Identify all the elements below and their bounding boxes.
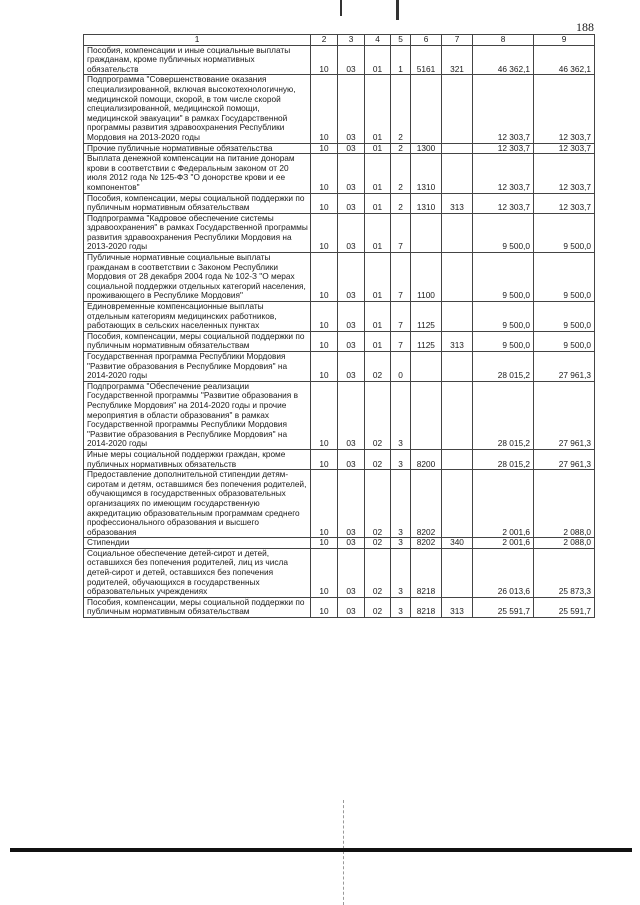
amount-col8-cell: 26 013,6 — [473, 548, 534, 597]
program-code-cell: 02 — [365, 597, 391, 617]
amount-col9-cell: 9 500,0 — [534, 302, 595, 332]
table-row — [84, 449, 595, 469]
row-name-cell: Пособия, компенсации, меры социальной поддержки по публичным нормативным обязательствам — [84, 193, 311, 213]
section-code-cell: 10 — [311, 193, 338, 213]
target-item-code-cell: 8200 — [411, 449, 442, 469]
amount-col8-cell: 28 015,2 — [473, 352, 534, 382]
subprogram-code-cell: 0 — [391, 352, 411, 382]
table-row — [84, 213, 595, 252]
section-code-cell: 10 — [311, 352, 338, 382]
program-code-cell: 01 — [365, 213, 391, 252]
section-code-cell: 10 — [311, 470, 338, 538]
row-name-cell: Прочие публичные нормативные обязательства — [84, 143, 311, 154]
section-code-cell: 10 — [311, 597, 338, 617]
subsection-code-cell: 03 — [338, 143, 365, 154]
amount-col8-cell: 9 500,0 — [473, 213, 534, 252]
amount-col9-cell: 27 961,3 — [534, 449, 595, 469]
subsection-code-cell: 03 — [338, 381, 365, 449]
amount-col8-cell: 12 303,7 — [473, 75, 534, 143]
subprogram-code-cell: 3 — [391, 470, 411, 538]
section-code-cell: 10 — [311, 143, 338, 154]
section-code-cell: 10 — [311, 213, 338, 252]
section-code-cell: 10 — [311, 381, 338, 449]
target-item-code-cell — [411, 75, 442, 143]
subsection-code-cell: 03 — [338, 352, 365, 382]
amount-col8-cell: 9 500,0 — [473, 253, 534, 302]
program-code-cell: 02 — [365, 352, 391, 382]
program-code-cell: 02 — [365, 381, 391, 449]
target-item-code-cell: 8218 — [411, 597, 442, 617]
column-header: 8 — [473, 35, 534, 46]
table-row — [84, 75, 595, 143]
row-name-cell: Стипендии — [84, 538, 311, 549]
program-code-cell: 01 — [365, 143, 391, 154]
subprogram-code-cell: 2 — [391, 75, 411, 143]
section-code-cell: 10 — [311, 331, 338, 351]
subprogram-code-cell: 2 — [391, 193, 411, 213]
subsection-code-cell: 03 — [338, 597, 365, 617]
table-row — [84, 193, 595, 213]
subprogram-code-cell: 7 — [391, 213, 411, 252]
subsection-code-cell: 03 — [338, 302, 365, 332]
row-name-cell: Подпрограмма "Кадровое обеспечение системы здравоохранения" в рамках Государственной программы развития здравоохранения Республики Мордовия на 2013-2020 годы — [84, 213, 311, 252]
row-name-cell: Публичные нормативные социальные выплаты гражданам в соответствии с Законом Республики Мордовия от 28 декабря 2004 года № 102-З "О мерах социальной поддержки отдельных категорий населения, проживающего в Республике Мордовия" — [84, 253, 311, 302]
expense-type-code-cell: 313 — [442, 193, 473, 213]
row-name-cell: Предоставление дополнительной стипендии детям-сиротам и детям, оставшимся без попечения родителей, обучающимся в государственных образовательных организациях по имеющим государственную аккредитацию образовательным программам среднего профессионального образования и высшего образования — [84, 470, 311, 538]
row-name-cell: Подпрограмма "Обеспечение реализации Государственной программы "Развитие образования в Республике Мордовия" на 2014-2020 годы и прочие мероприятия в области образования" в рамках Государственной программы Республики Мордовия "Развитие образования в Республике Мордовия" на 2014-2020 годы — [84, 381, 311, 449]
amount-col9-cell: 27 961,3 — [534, 352, 595, 382]
budget-table — [83, 34, 595, 618]
subsection-code-cell: 03 — [338, 213, 365, 252]
program-code-cell: 02 — [365, 548, 391, 597]
subsection-code-cell: 03 — [338, 331, 365, 351]
amount-col8-cell: 9 500,0 — [473, 302, 534, 332]
table-row — [84, 331, 595, 351]
expense-type-code-cell — [442, 381, 473, 449]
row-name-cell: Социальное обеспечение детей-сирот и детей, оставшихся без попечения родителей, лиц из числа детей-сирот и детей, оставшихся без попечения родителей, обучающихся в государственных образовательных учреждениях — [84, 548, 311, 597]
section-code-cell: 10 — [311, 253, 338, 302]
table-row — [84, 548, 595, 597]
subprogram-code-cell: 7 — [391, 253, 411, 302]
subsection-code-cell: 03 — [338, 253, 365, 302]
expense-type-code-cell: 313 — [442, 331, 473, 351]
program-code-cell: 01 — [365, 331, 391, 351]
table-row — [84, 253, 595, 302]
scan-mark-top — [340, 0, 342, 16]
fold-line — [343, 800, 345, 905]
section-code-cell: 10 — [311, 75, 338, 143]
scan-bottom-edge — [10, 848, 632, 852]
amount-col8-cell: 46 362,1 — [473, 45, 534, 75]
column-header: 3 — [338, 35, 365, 46]
program-code-cell: 01 — [365, 193, 391, 213]
amount-col9-cell: 25 591,7 — [534, 597, 595, 617]
amount-col8-cell: 2 001,6 — [473, 538, 534, 549]
expense-type-code-cell — [442, 449, 473, 469]
section-code-cell: 10 — [311, 154, 338, 193]
expense-type-code-cell — [442, 213, 473, 252]
expense-type-code-cell — [442, 154, 473, 193]
amount-col9-cell: 9 500,0 — [534, 253, 595, 302]
column-header: 5 — [391, 35, 411, 46]
target-item-code-cell — [411, 352, 442, 382]
target-item-code-cell: 1125 — [411, 331, 442, 351]
target-item-code-cell: 1100 — [411, 253, 442, 302]
column-header: 2 — [311, 35, 338, 46]
page-number: 188 — [576, 20, 594, 34]
amount-col9-cell: 27 961,3 — [534, 381, 595, 449]
target-item-code-cell: 1310 — [411, 193, 442, 213]
expense-type-code-cell — [442, 75, 473, 143]
program-code-cell: 01 — [365, 253, 391, 302]
column-header: 9 — [534, 35, 595, 46]
subsection-code-cell: 03 — [338, 538, 365, 549]
subsection-code-cell: 03 — [338, 548, 365, 597]
column-header: 4 — [365, 35, 391, 46]
table-body — [84, 45, 595, 617]
subprogram-code-cell: 3 — [391, 538, 411, 549]
expense-type-code-cell — [442, 253, 473, 302]
table-row — [84, 154, 595, 193]
subprogram-code-cell: 3 — [391, 548, 411, 597]
program-code-cell: 01 — [365, 154, 391, 193]
row-name-cell: Выплата денежной компенсации на питание донорам крови в соответствии с Федеральным законом от 20 июля 2012 года № 125-ФЗ "О донорстве крови и ее компонентов" — [84, 154, 311, 193]
column-header: 1 — [84, 35, 311, 46]
target-item-code-cell: 8202 — [411, 538, 442, 549]
row-name-cell: Подпрограмма "Совершенствование оказания специализированной, включая высокотехнологичную, медицинской помощи, скорой, в том числе скорой специализированной, медицинской помощи, медицинской эвакуации" в рамках Государственной программы развития здравоохранения Республики Мордовия на 2013-2020 годы — [84, 75, 311, 143]
amount-col8-cell: 12 303,7 — [473, 154, 534, 193]
scan-mark-top — [396, 0, 399, 20]
target-item-code-cell: 1310 — [411, 154, 442, 193]
target-item-code-cell: 8218 — [411, 548, 442, 597]
program-code-cell: 01 — [365, 45, 391, 75]
amount-col8-cell: 12 303,7 — [473, 193, 534, 213]
amount-col8-cell: 28 015,2 — [473, 449, 534, 469]
program-code-cell: 02 — [365, 538, 391, 549]
row-name-cell: Государственная программа Республики Мордовия "Развитие образования в Республике Мордовия" на 2014-2020 годы — [84, 352, 311, 382]
subsection-code-cell: 03 — [338, 470, 365, 538]
target-item-code-cell: 5161 — [411, 45, 442, 75]
section-code-cell: 10 — [311, 538, 338, 549]
target-item-code-cell: 1300 — [411, 143, 442, 154]
column-header: 7 — [442, 35, 473, 46]
subsection-code-cell: 03 — [338, 75, 365, 143]
table-row — [84, 45, 595, 75]
program-code-cell: 01 — [365, 75, 391, 143]
table-row — [84, 470, 595, 538]
expense-type-code-cell — [442, 302, 473, 332]
table-row — [84, 381, 595, 449]
row-name-cell: Пособия, компенсации и иные социальные выплаты гражданам, кроме публичных нормативных обязательств — [84, 45, 311, 75]
amount-col9-cell: 12 303,7 — [534, 75, 595, 143]
table-header-row — [84, 35, 595, 46]
section-code-cell: 10 — [311, 302, 338, 332]
amount-col9-cell: 12 303,7 — [534, 143, 595, 154]
subsection-code-cell: 03 — [338, 193, 365, 213]
table-row — [84, 352, 595, 382]
subsection-code-cell: 03 — [338, 449, 365, 469]
amount-col8-cell: 25 591,7 — [473, 597, 534, 617]
row-name-cell: Единовременные компенсационные выплаты отдельным категориям медицинских работников, работающих в сельских населенных пунктах — [84, 302, 311, 332]
program-code-cell: 01 — [365, 302, 391, 332]
expense-type-code-cell — [442, 143, 473, 154]
subsection-code-cell: 03 — [338, 154, 365, 193]
subprogram-code-cell: 3 — [391, 381, 411, 449]
amount-col9-cell: 12 303,7 — [534, 154, 595, 193]
expense-type-code-cell — [442, 470, 473, 538]
table-row — [84, 538, 595, 549]
amount-col8-cell: 28 015,2 — [473, 381, 534, 449]
target-item-code-cell — [411, 213, 442, 252]
target-item-code-cell — [411, 381, 442, 449]
amount-col9-cell: 2 088,0 — [534, 470, 595, 538]
subprogram-code-cell: 2 — [391, 154, 411, 193]
amount-col9-cell: 9 500,0 — [534, 213, 595, 252]
column-header: 6 — [411, 35, 442, 46]
amount-col8-cell: 9 500,0 — [473, 331, 534, 351]
program-code-cell: 02 — [365, 470, 391, 538]
table-row — [84, 302, 595, 332]
row-name-cell: Пособия, компенсации, меры социальной поддержки по публичным нормативным обязательствам — [84, 597, 311, 617]
amount-col9-cell: 2 088,0 — [534, 538, 595, 549]
subprogram-code-cell: 7 — [391, 302, 411, 332]
amount-col9-cell: 12 303,7 — [534, 193, 595, 213]
subprogram-code-cell: 3 — [391, 597, 411, 617]
program-code-cell: 02 — [365, 449, 391, 469]
subprogram-code-cell: 3 — [391, 449, 411, 469]
section-code-cell: 10 — [311, 548, 338, 597]
target-item-code-cell: 8202 — [411, 470, 442, 538]
amount-col9-cell: 25 873,3 — [534, 548, 595, 597]
subprogram-code-cell: 2 — [391, 143, 411, 154]
amount-col9-cell: 46 362,1 — [534, 45, 595, 75]
expense-type-code-cell: 321 — [442, 45, 473, 75]
expense-type-code-cell — [442, 352, 473, 382]
amount-col8-cell: 12 303,7 — [473, 143, 534, 154]
subprogram-code-cell: 1 — [391, 45, 411, 75]
target-item-code-cell: 1125 — [411, 302, 442, 332]
expense-type-code-cell — [442, 548, 473, 597]
subprogram-code-cell: 7 — [391, 331, 411, 351]
table-row — [84, 143, 595, 154]
table-row — [84, 597, 595, 617]
section-code-cell: 10 — [311, 449, 338, 469]
expense-type-code-cell: 313 — [442, 597, 473, 617]
amount-col9-cell: 9 500,0 — [534, 331, 595, 351]
amount-col8-cell: 2 001,6 — [473, 470, 534, 538]
expense-type-code-cell: 340 — [442, 538, 473, 549]
section-code-cell: 10 — [311, 45, 338, 75]
row-name-cell: Пособия, компенсации, меры социальной поддержки по публичным нормативным обязательствам — [84, 331, 311, 351]
row-name-cell: Иные меры социальной поддержки граждан, кроме публичных нормативных обязательств — [84, 449, 311, 469]
subsection-code-cell: 03 — [338, 45, 365, 75]
